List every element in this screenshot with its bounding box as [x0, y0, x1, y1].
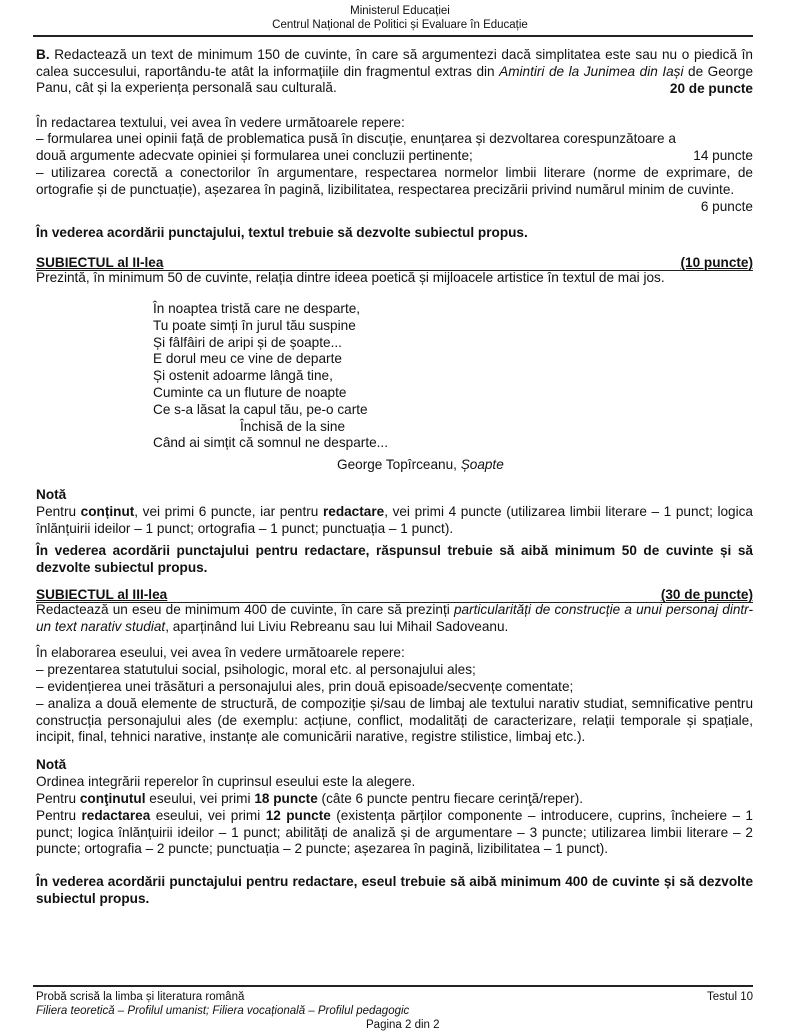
poem-attribution	[337, 457, 504, 472]
subject-2-points: (10 puncte)	[680, 255, 753, 270]
section-b-condition: În vederea acordării punctajului, textul trebuie să dezvolte subiectul propus.	[36, 225, 528, 240]
note-text: , vei primi 4 puncte (utilizarea limbii literare – 1 punct; logica înlănțuirii ideilor – 1 punct; ortografia – 1 punct; punctuația – 1 punct).	[36, 504, 753, 536]
subject-2-condition: În vederea acordării punctajului pentru redactare, răspunsul trebuie să aibă minimum 50 de cuvinte și să dezvolte subiectul propus.	[36, 543, 753, 575]
note-text: (câte 6 puncte pentru fiecare cerinţă/reper).	[317, 791, 583, 806]
section-b-points	[36, 81, 753, 98]
center-name: Centrul Național de Politici și Evaluare în Educație	[272, 19, 528, 31]
subject-3-note-line-1: Ordinea integrării reperelor în cuprinsul eseului este la alegere.	[36, 774, 416, 789]
note-emphasis: conținut	[80, 504, 135, 519]
task-text: de George Panu, cât și la experiența personală sau culturală.	[36, 63, 754, 96]
subject-3-criterion-3: – analiza a două elemente de structură, de compoziție și/sau de limbaj ale textului narativ studiat, semnificative pentru construcția personajului ales (de exemplu: acțiune, conflict, modalități de caracterizare, relații temporale și spațiale, incipit, final, tehnici narative, instanțe ale comunicării narative, registre stilistice, limbaj etc.).	[36, 696, 753, 745]
task-text: Redactează un eseu de minimum 400 de cuvinte, în care să prezinți	[36, 602, 454, 617]
note-text: (existența părților componente – introducere, cuprins, încheiere – 1 punct; logica înlănțuirii ideilor – 1 punct; abilități de analiză și de argumentare – 3 puncte; utilizarea limbii literare – 2 puncte; ortografia – 2 puncte; punctuația – 2 puncte; așezarea în pagină, lizibilitatea – 1 punct).	[36, 808, 753, 857]
ministry-name: Ministerul Educației	[350, 5, 450, 17]
poem-line: Tu poate simți în jurul tău suspine	[153, 317, 356, 333]
poem-line: Închisă de la sine	[240, 418, 346, 434]
note-text: Pentru	[36, 808, 82, 823]
subject-3-note-content	[36, 791, 753, 808]
work-title: Amintiri de la Junimea din Iași	[499, 63, 684, 79]
poem-line: În noaptea tristă care ne desparte,	[153, 301, 361, 316]
note-text: , vei primi 6 puncte, iar pentru	[134, 504, 323, 519]
task-emphasis: particularități de construcție a unui personaj dintr-un text narativ studiat	[36, 602, 753, 634]
subject-3-note-title: Notă	[36, 757, 67, 772]
header-divider	[33, 35, 753, 37]
exam-track: Filiera teoretică – Profilul umanist; Filiera vocațională – Profilul pedagogic	[36, 1005, 410, 1017]
subject-3-task	[36, 602, 753, 635]
page-footer	[36, 990, 753, 1032]
note-text: eseului, vei primi	[145, 791, 255, 806]
subject-2-heading	[36, 255, 753, 271]
subject-2-title: SUBIECTUL al II-lea	[36, 255, 164, 270]
note-emphasis: 18 puncte	[254, 791, 318, 806]
poem-author: George Topîrceanu,	[337, 457, 461, 472]
poem-line: E dorul meu ce vine de departe	[153, 351, 342, 367]
section-b-criterion-1: – formularea unei opinii față de problematica pusă în discuție, enunțarea și dezvoltarea corespunzătoare a două argumente adecvate opiniei și formularea unei concluzii pertinente;	[36, 131, 676, 163]
test-number: Testul 10	[706, 991, 753, 1003]
subject-2-note-title: Notă	[36, 487, 67, 502]
subject-3-criteria-intro: În elaborarea eseului, vei avea în vedere următoarele repere:	[36, 645, 405, 660]
note-emphasis: redactare	[322, 504, 385, 519]
note-emphasis: 12 puncte	[265, 808, 331, 823]
exam-name: Probă scrisă la limba și literatura română	[36, 991, 245, 1003]
task-text: , aparținând lui Liviu Rebreanu sau lui Mihail Sadoveanu.	[165, 618, 509, 634]
section-b-label: B.	[36, 47, 50, 62]
poem	[153, 301, 388, 452]
footer-divider	[33, 985, 753, 987]
subject-3-title: SUBIECTUL al III-lea	[36, 587, 168, 602]
task-text: Redactează un text de minimum 150 de cuvinte, în care să argumentezi dacă simplitatea este sau nu o piedică în calea succesului, raportându-te atât la informațiile din fragmentul extras din	[36, 47, 753, 79]
poem-title: Șoapte	[460, 457, 504, 472]
note-text: Pentru	[36, 791, 80, 806]
subject-2-note	[36, 504, 753, 537]
page-header	[0, 4, 800, 32]
poem-line: Când ai simțit că somnul ne desparte...	[153, 435, 388, 451]
subject-3-heading	[36, 587, 753, 603]
subject-3-criterion-1: – prezentarea statutului social, psihologic, moral etc. al personajului ales;	[36, 662, 476, 677]
subject-3-criterion-2: – evidențierea unei trăsături a personajului ales, prin două episoade/secvențe comentate;	[36, 679, 574, 694]
section-b-criterion-2-points: 6 puncte	[700, 199, 753, 214]
poem-line: Cuminte ca un fluture de noapte	[153, 384, 347, 400]
note-emphasis: conţinutul	[79, 791, 146, 806]
section-b-criterion-2: – utilizarea corectă a conectorilor în argumentare, respectarea normelor limbii literare (norme de exprimare, de ortografie și de punctuație), așezarea în pagină, lizibilitatea, respectarea precizării privind numărul minim de cuvinte.	[36, 165, 753, 197]
subject-3-points: (30 de puncte)	[660, 587, 753, 602]
subject-3-note-redactare	[36, 808, 753, 858]
section-b-criteria-intro: În redactarea textului, vei avea în vedere următoarele repere:	[36, 115, 405, 130]
points-label: 20 de puncte	[669, 81, 753, 96]
subject-2-task: Prezintă, în minimum 50 de cuvinte, relația dintre ideea poetică și mijloacele artistice în textul de mai jos.	[36, 270, 665, 285]
section-b-criterion-1-points: 14 puncte	[693, 148, 753, 163]
note-text: Pentru	[36, 504, 81, 519]
note-text: eseului, vei primi	[150, 808, 266, 823]
subject-3-condition: În vederea acordării punctajului pentru redactare, eseul trebuie să aibă minimum 400 de cuvinte și să dezvolte subiectul propus.	[36, 874, 753, 906]
note-emphasis: redactarea	[81, 808, 151, 823]
poem-line: Și fâlfâiri de aripi și de șoapte...	[153, 334, 342, 350]
poem-line: Ce s-a lăsat la capul tău, pe-o carte	[153, 401, 368, 417]
poem-line: Și ostenit adoarme lângă tine,	[153, 368, 333, 384]
page-number: Pagina 2 din 2	[366, 1019, 440, 1031]
